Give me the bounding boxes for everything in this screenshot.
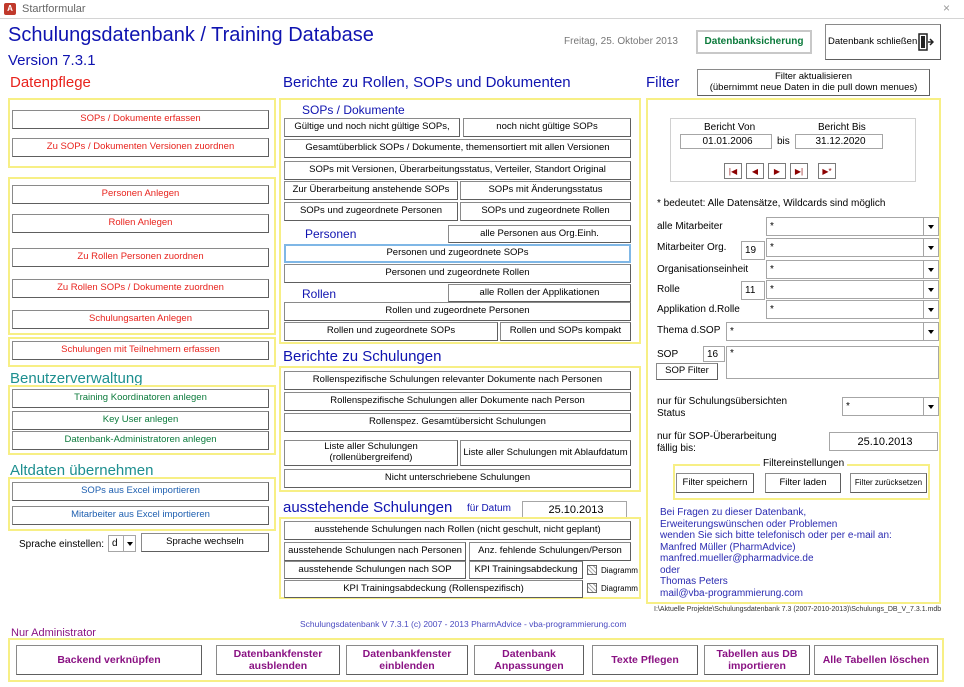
db-path: I:\Aktuelle Projekte\Schulungsdatenbank 7.3 (2007-2010-2013)\Schulungs_DB_V_7.3.1.mdb (654, 606, 942, 613)
berichte-heading: Berichte zu Rollen, SOPs und Dokumenten (283, 74, 571, 91)
anz-fehlende-button[interactable]: Anz. fehlende Schulungen/Person (469, 542, 631, 561)
schulungen-heading: Berichte zu Schulungen (283, 348, 442, 365)
filter-heading: Filter (646, 74, 680, 91)
mitarbeiter-select[interactable] (766, 217, 939, 236)
mitarbeiter-org-select[interactable] (766, 238, 939, 257)
sop-filter-button[interactable]: SOP Filter (656, 363, 718, 380)
window-title: Startformular (22, 3, 86, 15)
applikation-value: * (770, 304, 774, 315)
next-record-icon[interactable]: ▶ (768, 163, 786, 179)
nicht-gueltige-sops-button[interactable]: noch nicht gültige SOPs (463, 118, 631, 137)
datenbankfenster-ausblenden-button[interactable]: Datenbankfenster ausblenden (216, 645, 340, 675)
version-label: Version 7.3.1 (8, 52, 96, 69)
status-value: * (846, 401, 850, 412)
sop-label: SOP (657, 349, 679, 360)
kpi-rollen-button[interactable]: KPI Trainingsabdeckung (Rollenspezifisch) (284, 580, 583, 598)
datenpflege-frame-1 (8, 98, 276, 168)
datenpflege-heading: Datenpflege (10, 74, 91, 91)
exit-door-icon (918, 33, 934, 51)
texte-pflegen-button[interactable]: Texte Pflegen (592, 645, 698, 675)
rolle-value: * (770, 284, 774, 295)
filter-aktualisieren-button[interactable]: Filter aktualisieren (übernimmt neue Daten in die pull down menues) (697, 69, 930, 96)
kpi-button[interactable]: KPI Trainingsabdeckung (469, 561, 583, 579)
chevron-down-icon[interactable] (923, 239, 938, 256)
diagramm2-label: Diagramm (601, 584, 638, 593)
alle-tabellen-loeschen-button[interactable]: Alle Tabellen löschen (814, 645, 938, 675)
personen-rollen-button[interactable]: Personen und zugeordnete Rollen (284, 264, 631, 283)
sops-versionen-button[interactable]: SOPs mit Versionen, Überarbeitungsstatus, Verteiler, Standort Original (284, 161, 631, 180)
schulungsarten-anlegen-button[interactable]: Schulungsarten Anlegen (12, 310, 269, 329)
new-record-icon[interactable]: ▶* (818, 163, 836, 179)
filtereinstellungen-heading: Filtereinstellungen (760, 458, 847, 469)
rolle-label: Rolle (657, 284, 680, 295)
personen-sops-button[interactable]: Personen und zugeordnete SOPs (284, 244, 631, 263)
alle-personen-button[interactable]: alle Personen aus Org.Einh. (448, 225, 631, 243)
diagramm2-checkbox[interactable] (587, 583, 597, 593)
filter-speichern-button[interactable]: Filter speichern (676, 473, 754, 493)
chevron-down-icon[interactable] (923, 323, 938, 340)
altdaten-heading: Altdaten übernehmen (10, 462, 154, 479)
schulungen-teilnehmer-button[interactable]: Schulungen mit Teilnehmern erfassen (12, 341, 269, 360)
fuer-datum-label: für Datum (467, 503, 511, 514)
thema-label: Thema d.SOP (657, 325, 721, 336)
thema-select[interactable] (726, 322, 939, 341)
sops-excel-import-button[interactable]: SOPs aus Excel importieren (12, 482, 269, 501)
chevron-down-icon[interactable] (923, 261, 938, 278)
alle-rollen-button[interactable]: alle Rollen der Applikationen (448, 284, 631, 302)
bericht-bis-label: Bericht Bis (818, 122, 866, 133)
rollen-anlegen-button[interactable]: Rollen Anlegen (12, 214, 269, 233)
filter-laden-button[interactable]: Filter laden (765, 473, 841, 493)
mitarbeiter-org-value: * (770, 242, 774, 253)
ueberarbeitung-sops-button[interactable]: Zur Überarbeitung anstehende SOPs (284, 181, 458, 200)
ausstehend-nach-personen-button[interactable]: ausstehende Schulungen nach Personen (284, 542, 466, 561)
koordinatoren-anlegen-button[interactable]: Training Koordinatoren anlegen (12, 389, 269, 408)
close-icon[interactable]: × (942, 1, 950, 15)
chevron-down-icon[interactable] (123, 536, 135, 551)
filter-zuruecksetzen-button[interactable]: Filter zurücksetzen (850, 473, 927, 493)
versionen-zuordnen-button[interactable]: Zu SOPs / Dokumenten Versionen zuordnen (12, 138, 269, 157)
gueltige-sops-button[interactable]: Gültige und noch nicht gültige SOPs, (284, 118, 460, 137)
ausstehend-heading: ausstehende Schulungen (283, 499, 453, 516)
page-title: Schulungsdatenbank / Training Database (8, 24, 374, 46)
bericht-von-input[interactable]: 01.01.2006 (680, 134, 772, 149)
personen-anlegen-button[interactable]: Personen Anlegen (12, 185, 269, 204)
sops-subheading: SOPs / Dokumente (302, 103, 405, 117)
mitarbeiter-value: * (770, 221, 774, 232)
schulungen-alle-dokumente-button[interactable]: Rollenspezifische Schulungen aller Dokumente nach Person (284, 392, 631, 411)
status-label: nur für Schulungsübersichten Status (657, 396, 788, 419)
liste-alle-schulungen-button[interactable]: Liste aller Schulungen (rollenübergreifend) (284, 440, 458, 466)
bericht-von-label: Bericht Von (704, 122, 756, 133)
orgeinheit-select[interactable] (766, 260, 939, 279)
window-titlebar (0, 0, 964, 19)
sops-personen-button[interactable]: SOPs und zugeordnete Personen (284, 202, 458, 221)
ueberarbeitung-label: nur für SOP-Überarbeitung fällig bis: (657, 431, 777, 454)
sop-erfassen-button[interactable]: SOPs / Dokumente erfassen (12, 110, 269, 129)
rollen-personen-button[interactable]: Rollen und zugeordnete Personen (284, 302, 631, 321)
rolle-count: 11 (741, 281, 765, 300)
sprache-select[interactable] (108, 535, 136, 552)
copyright-text: Schulungsdatenbank V 7.3.1 (c) 2007 - 2013 PharmAdvice - vba-programmierung.com (300, 619, 627, 629)
prev-record-icon[interactable]: ◀ (746, 163, 764, 179)
applikation-select[interactable] (766, 300, 939, 319)
sprache-wechseln-button[interactable]: Sprache wechseln (141, 533, 269, 552)
benutzerverwaltung-heading: Benutzerverwaltung (10, 370, 143, 387)
first-record-icon[interactable]: |◀ (724, 163, 742, 179)
admin-heading: Nur Administrator (11, 627, 96, 639)
last-record-icon[interactable]: ▶| (790, 163, 808, 179)
chevron-down-icon[interactable] (923, 218, 938, 235)
backup-button[interactable]: Datenbanksicherung (696, 30, 812, 54)
ausstehend-nach-sop-button[interactable]: ausstehende Schulungen nach SOP (284, 561, 466, 579)
applikation-label: Applikation d.Rolle (657, 304, 740, 315)
diagramm-checkbox[interactable] (587, 565, 597, 575)
current-date: Freitag, 25. Oktober 2013 (564, 36, 678, 47)
schulungen-gesamtuebersicht-button[interactable]: Rollenspez. Gesamtübersicht Schulungen (284, 413, 631, 432)
datenbankfenster-einblenden-button[interactable]: Datenbankfenster einblenden (346, 645, 468, 675)
orgeinheit-label: Organisationseinheit (657, 264, 749, 275)
ueberarbeitung-input[interactable]: 25.10.2013 (829, 432, 938, 451)
key-user-anlegen-button[interactable]: Key User anlegen (12, 411, 269, 430)
aenderungsstatus-button[interactable]: SOPs mit Änderungsstatus (460, 181, 631, 200)
ausstehend-nach-rollen-button[interactable]: ausstehende Schulungen nach Rollen (nicht geschult, nicht geplant) (284, 521, 631, 540)
orgeinheit-value: * (770, 264, 774, 275)
ausstehend-datum-input[interactable]: 25.10.2013 (522, 501, 627, 518)
datenbank-anpassungen-button[interactable]: Datenbank Anpassungen (474, 645, 584, 675)
chevron-down-icon[interactable] (923, 281, 938, 298)
sprache-value: d (112, 538, 118, 549)
rollen-sops-button[interactable]: Rollen und zugeordnete SOPs (284, 322, 498, 341)
wildcard-hint: * bedeutet: Alle Datensätze, Wildcards sind möglich (657, 198, 886, 209)
mitarbeiter-label: alle Mitarbeiter (657, 221, 723, 232)
close-db-label: Datenbank schließen (828, 35, 918, 47)
mitarbeiter-org-label: Mitarbeiter Org. (657, 242, 727, 253)
rollen-personen-zuordnen-button[interactable]: Zu Rollen Personen zuordnen (12, 248, 269, 267)
sop-count: 16 (703, 346, 725, 362)
rollen-subheading: Rollen (302, 287, 337, 301)
sops-rollen-button[interactable]: SOPs und zugeordnete Rollen (460, 202, 631, 221)
mitarbeiter-excel-import-button[interactable]: Mitarbeiter aus Excel importieren (12, 506, 269, 525)
bericht-bis-input[interactable]: 31.12.2020 (795, 134, 883, 149)
admins-anlegen-button[interactable]: Datenbank-Administratoren anlegen (12, 431, 269, 450)
personen-subheading: Personen (305, 227, 357, 241)
gesamtueberblick-button[interactable]: Gesamtüberblick SOPs / Dokumente, themensortiert mit allen Versionen (284, 139, 631, 158)
chevron-down-icon[interactable] (923, 301, 938, 318)
tabellen-importieren-button[interactable]: Tabellen aus DB importieren (704, 645, 810, 675)
schulungen-relevante-button[interactable]: Rollenspezifische Schulungen relevanter Dokumente nach Personen (284, 371, 631, 390)
close-db-button[interactable] (825, 24, 941, 60)
sprache-label: Sprache einstellen: (19, 539, 105, 550)
nicht-unterschrieben-button[interactable]: Nicht unterschriebene Schulungen (284, 469, 631, 488)
sop-input[interactable]: * (726, 346, 939, 379)
status-select[interactable] (842, 397, 939, 416)
rollen-sops-zuordnen-button[interactable]: Zu Rollen SOPs / Dokumente zuordnen (12, 279, 269, 298)
contact-info: Bei Fragen zu dieser Datenbank, Erweiterungswünschen oder Problemen wenden Sie sich bitte telefonisch oder per e-mail an: Manfred Müller (PharmAdvice) manfred.mueller@pharmadvice.de oder Thomas Peters mail@vba-programmierung.com (660, 507, 892, 599)
thema-value: * (730, 326, 734, 337)
liste-ablaufdatum-button[interactable]: Liste aller Schulungen mit Ablaufdatum (460, 440, 631, 466)
access-app-icon: A (4, 3, 16, 15)
rollen-sops-kompakt-button[interactable]: Rollen und SOPs kompakt (500, 322, 631, 341)
chevron-down-icon[interactable] (923, 398, 938, 415)
diagramm-label: Diagramm (601, 566, 638, 575)
mitarbeiter-org-count: 19 (741, 241, 765, 260)
bis-label: bis (777, 136, 790, 147)
backend-verknuepfen-button[interactable]: Backend verknüpfen (16, 645, 202, 675)
rolle-select[interactable] (766, 280, 939, 299)
